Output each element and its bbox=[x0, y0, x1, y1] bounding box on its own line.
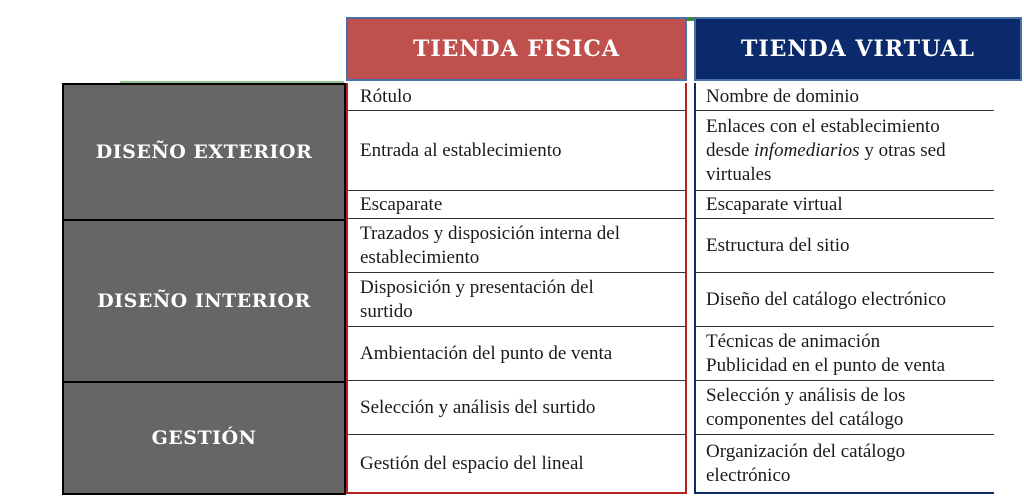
cell-text: Ambientación del punto de venta bbox=[360, 342, 613, 364]
cell-text-line: virtuales bbox=[706, 163, 772, 185]
table-cell bbox=[696, 191, 994, 219]
header-tienda-virtual bbox=[694, 17, 1022, 81]
cell-text-line: Disposición y presentación del bbox=[360, 276, 594, 298]
table-cell bbox=[348, 435, 685, 492]
cell-text: Diseño del catálogo electrónico bbox=[706, 288, 947, 310]
cell-text: Gestión del espacio del lineal bbox=[360, 452, 584, 474]
table-cell bbox=[696, 327, 994, 381]
header-tienda-fisica-label: TIENDA FISICA bbox=[412, 36, 620, 62]
table-cell bbox=[348, 273, 685, 327]
table-cell bbox=[348, 219, 685, 273]
cell-text: Rótulo bbox=[360, 85, 412, 107]
category-diseno-exterior bbox=[62, 83, 346, 221]
category-label: DISEÑO INTERIOR bbox=[97, 290, 311, 312]
category-label: DISEÑO EXTERIOR bbox=[95, 141, 313, 163]
cell-text: Nombre de dominio bbox=[706, 85, 860, 107]
cell-text-line: Selección y análisis de los bbox=[706, 384, 906, 406]
cell-text: Selección y análisis del surtido bbox=[360, 396, 596, 418]
table-cell bbox=[696, 273, 994, 327]
cell-text-line: establecimiento bbox=[360, 246, 480, 268]
table-cell bbox=[696, 219, 994, 273]
cell-text: Estructura del sitio bbox=[706, 234, 850, 256]
cell-text-line bbox=[706, 139, 946, 163]
cell-text-line: Trazados y disposición interna del bbox=[360, 222, 620, 244]
cell-text-line: Organización del catálogo bbox=[706, 440, 906, 462]
category-label: GESTIÓN bbox=[151, 427, 257, 449]
cell-text-line: Enlaces con el establecimiento bbox=[706, 115, 940, 137]
cell-text: Escaparate virtual bbox=[706, 193, 843, 215]
cell-text-line: componentes del catálogo bbox=[706, 408, 904, 430]
cell-text-line: surtido bbox=[360, 300, 413, 322]
cell-text-line: Publicidad en el punto de venta bbox=[706, 354, 946, 376]
column-tienda-virtual bbox=[694, 83, 994, 494]
table-cell bbox=[696, 381, 994, 435]
cell-text-line: electrónico bbox=[706, 464, 791, 486]
table-cell bbox=[348, 327, 685, 381]
table-cell bbox=[348, 191, 685, 219]
table-cell bbox=[696, 83, 994, 111]
table-cell bbox=[348, 83, 685, 111]
cell-text-segment: y otras sed bbox=[864, 139, 946, 161]
table-cell bbox=[348, 111, 685, 191]
cell-text: Escaparate bbox=[360, 193, 443, 215]
cell-text-line: Técnicas de animación bbox=[706, 330, 881, 352]
cell-text-segment: desde bbox=[706, 139, 750, 161]
cell-text-italic: infomediarios bbox=[754, 139, 860, 161]
table-cell bbox=[348, 381, 685, 435]
table-cell bbox=[696, 111, 994, 191]
category-gestion bbox=[62, 381, 346, 495]
cell-text: Entrada al establecimiento bbox=[360, 139, 562, 161]
header-tienda-virtual-label: TIENDA VIRTUAL bbox=[740, 36, 976, 62]
header-tienda-fisica bbox=[346, 17, 687, 81]
table-cell bbox=[696, 435, 994, 492]
category-diseno-interior bbox=[62, 219, 346, 383]
column-tienda-fisica bbox=[346, 83, 687, 494]
